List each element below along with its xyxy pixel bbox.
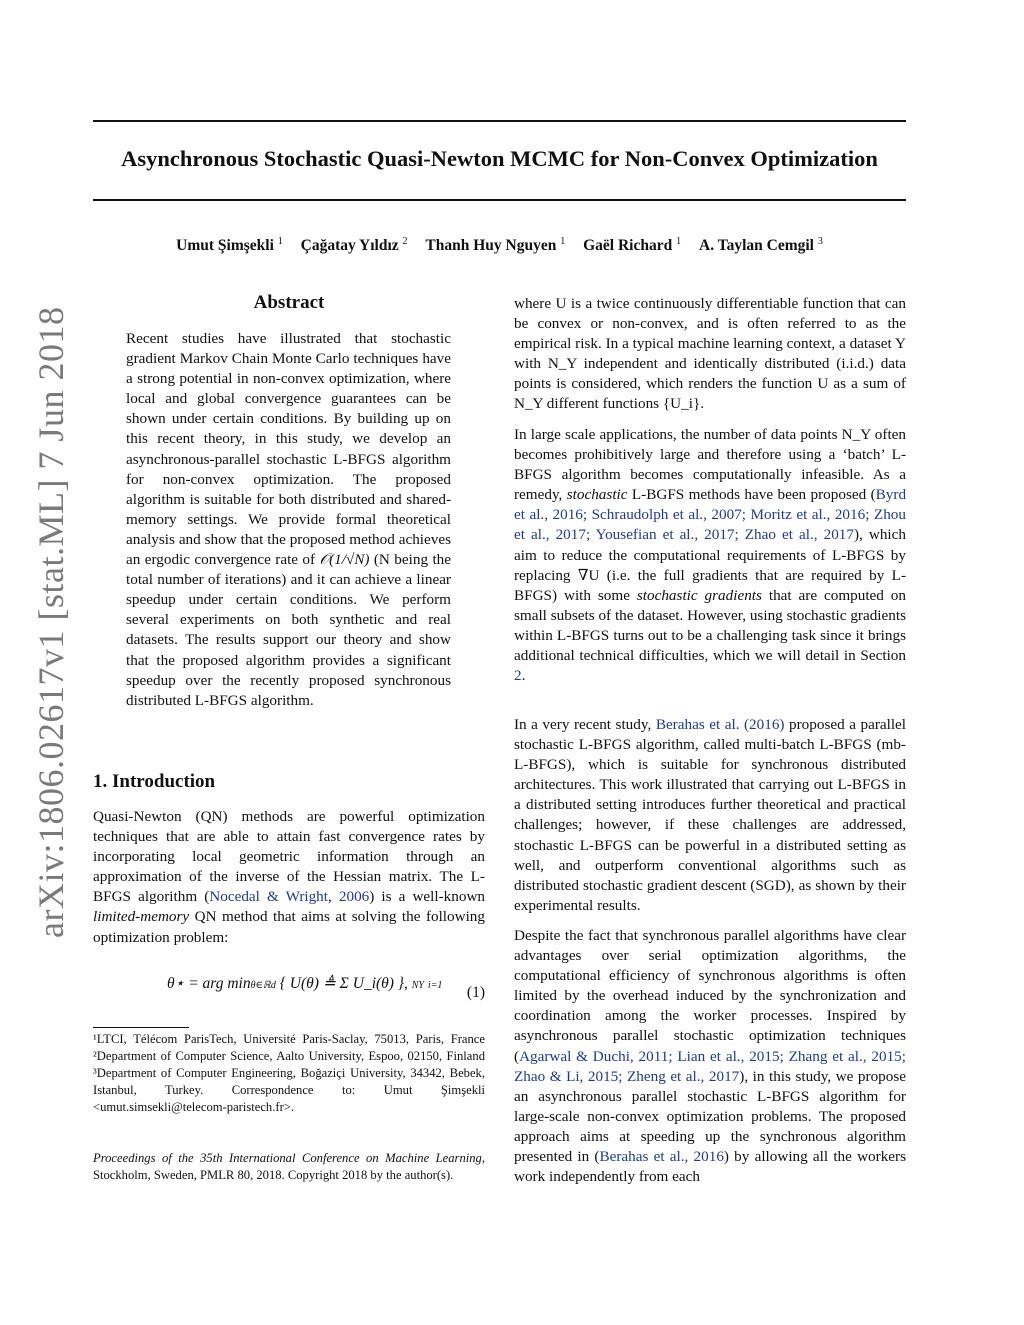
author-name: A. Taylan Cemgil	[699, 237, 814, 255]
citation-year-link[interactable]: 2006	[338, 888, 370, 906]
equation-lhs: θ⋆ = arg min	[167, 975, 251, 992]
author-name: Çağatay Yıldız	[300, 237, 399, 255]
intro-text: ) is a well-known	[369, 888, 486, 906]
right-paragraph-3	[514, 715, 906, 916]
emphasis: stochastic	[566, 486, 628, 504]
paper-title: Asynchronous Stochastic Quasi-Newton MCMC for Non-Convex Optimization	[121, 146, 878, 171]
citation-link[interactable]: Agarwal & Duchi, 2011; Lian et al., 2015; Zhang et al., 2015; Zhao & Li, 2015; Zheng et al., 2017	[514, 1047, 906, 1085]
intro-text: QN method that aims at solving the following optimization problem:	[93, 908, 485, 946]
paragraph-text: ) by allowing all the workers work independently from each	[514, 1148, 907, 1186]
equation-number: (1)	[466, 984, 485, 1001]
paragraph-text: In a very recent study,	[514, 716, 652, 733]
emphasis: limited-memory	[93, 908, 190, 926]
abstract-text-b: (N being the total number of iterations) and it can achieve a linear speedup under certain conditions. We perform several experiments on both synthetic and real datasets. The results support our theory and show that the proposed algorithm provides a significant speedup over the recently proposed synchronous distributed L-BFGS algorithm.	[126, 551, 452, 709]
author	[583, 237, 681, 254]
footnote-rule	[93, 1027, 189, 1028]
equation-body	[167, 974, 442, 993]
author-name: Umut Şimşekli	[176, 237, 274, 255]
author-affiliation: 3	[817, 236, 823, 247]
author	[699, 237, 823, 254]
paragraph-text: Despite the fact that synchronous parallel algorithms have clear advantages over serial optimization algorithms, the computational efficiency of synchronous algorithms is often limited by the overhead induced by the synchronization and coordination among the worker processes. Inspired by asynchronous parallel stochastic optimization techniques (	[514, 927, 906, 1065]
equation-rhs: { U(θ) ≜ Σ U_i(θ) },	[279, 975, 408, 992]
citation-link[interactable]: Berahas et al. (2016)	[655, 716, 785, 733]
sum-lower-limit: i=1	[427, 980, 443, 991]
paragraph-text: L-BGFS methods have been proposed (	[631, 486, 876, 504]
right-paragraph-2: In large scale applications, the number of data points N_Y often becomes prohibitively large and therefore using a ‘batch’ L-BFGS algorithm becomes computationally infeasible. As a remedy, stochastic L-BGFS methods have been proposed (Byrd et al., 2016; Schraudolph et al., 2007; Moritz et al., 2016; Zhou et al., 2017; Yousefian et al., 2017; Zhao et al., 2017), which aim to reduce the computational requirements of L-BFGS by replacing ∇U (i.e. the full gradients that are required by L-BFGS) with some stochastic gradients that are computed on small subsets of the dataset. However, using stochastic gradients within L-BFGS turns out to be a challenging task since it brings additional technical difficulties, which we will detail in Section 2.	[514, 426, 907, 685]
author	[301, 237, 408, 254]
sum-upper-limit: NY	[411, 980, 424, 991]
equation-1	[93, 962, 485, 1018]
proceedings-copyright: , Stockholm, Sweden, PMLR 80, 2018. Copyright 2018 by the author(s).	[93, 1151, 485, 1182]
arxiv-sidebar-stamp[interactable]: arXiv:1806.02617v1 [stat.ML] 7 Jun 2018	[31, 306, 71, 938]
paragraph-text: that are computed on small subsets of the dataset. However, using stochastic gradients within L-BFGS turns out to be a challenging task since it brings additional technical difficulties, which we will detail in Section	[514, 586, 906, 665]
author	[425, 237, 565, 254]
paragraph-text: proposed a parallel stochastic L-BFGS algorithm, called multi-batch L-BFGS (mb-L-BFGS), which is suitable for synchronous distributed architectures. This work illustrated that carrying out L-BFGS in a distributed setting introduces further theoretical and practical challenges; however, if these challenges are addressed, stochastic L-BFGS can be powerful in a distributed setting as well, and outperform conventional algorithms such as distributed stochastic gradient descent (SGD), as shown by their experimental results.	[514, 716, 907, 914]
citation-link[interactable]: Byrd et al., 2016; Schraudolph et al., 2007; Moritz et al., 2016; Zhou et al., 2017; Yousefian et al., 2017; Zhao et al., 2017	[514, 486, 907, 544]
author-name: Thanh Huy Nguyen	[425, 237, 557, 255]
equation-subscript: θ∈ℝd	[250, 980, 276, 991]
right-paragraph-4	[514, 926, 906, 1187]
author-affiliation: 1	[560, 236, 566, 247]
affiliation-footnote: ¹LTCI, Télécom ParisTech, Université Paris-Saclay, 75013, Paris, France ²Department of Computer Science, Aalto University, Espoo, 02150, Finland ³Department of Computer Engineering, Boğaziçi University, 34342, Bebek, Istanbul, Turkey. Correspondence to: Umut Şimşekli <umut.simsekli@telecom-paristech.fr>.	[93, 1032, 485, 1114]
author-affiliation: 2	[402, 236, 408, 247]
abstract-body	[126, 329, 451, 711]
author-list	[93, 236, 906, 255]
citation-separator: ,	[328, 888, 339, 906]
section-reference-link[interactable]: 2	[514, 667, 522, 685]
citation-link[interactable]: Berahas et al., 2016	[599, 1148, 724, 1166]
title-bottom-rule	[93, 199, 906, 201]
right-paragraph-1: where U is a twice continuously differentiable function that can be convex or non-convex, and is often referred to as the empirical risk. In a typical machine learning context, a dataset Y with N_Y independent and identically distributed (i.i.d.) data points is considered, which renders the function U as a sum of N_Y different functions {U_i}.	[514, 295, 906, 413]
author	[176, 237, 283, 254]
paragraph-text: ), in this study, we propose an asynchronous parallel stochastic L-BFGS algorithm for large-scale non-convex optimization problems. The proposed approach aims at speeding up the synchronous algorithm presented in (	[514, 1067, 907, 1166]
abstract-heading: Abstract	[253, 292, 325, 313]
author-affiliation: 1	[676, 236, 682, 247]
intro-heading: 1. Introduction	[93, 771, 216, 792]
citation-link[interactable]: Nocedal & Wright	[209, 888, 328, 906]
author-affiliation: 1	[277, 236, 283, 247]
proceedings-venue: Proceedings of the 35th International Conference on Machine Learning	[93, 1151, 482, 1165]
paragraph-text: In large scale applications, the number of data points N_Y often becomes prohibitively large and therefore using a ‘batch’ L-BFGS algorithm becomes computationally infeasible. As a remedy,	[514, 426, 906, 504]
convergence-rate-expr: 𝒪(1/√N)	[319, 551, 370, 569]
intro-text: Quasi-Newton (QN) methods are powerful optimization techniques that are able to attain fast convergence rates by incorporating local geometric information through an approximation of the inverse of the Hessian matrix. The L-BFGS algorithm (	[93, 808, 485, 906]
intro-paragraph	[93, 807, 485, 948]
abstract-text-a: Recent studies have illustrated that stochastic gradient Markov Chain Monte Carlo techniques have a strong potential in non-convex optimization, where local and global convergence guarantees can be shown under certain conditions. By building up on this recent theory, in this study, we develop an asynchronous-parallel stochastic L-BFGS algorithm for non-convex optimization. The proposed algorithm is suitable for both distributed and shared-memory settings. We provide formal theoretical analysis and show that the proposed method achieves an ergodic convergence rate of	[126, 330, 451, 569]
title-top-rule	[93, 120, 906, 122]
proceedings-note	[93, 1150, 485, 1184]
author-name: Gaël Richard	[583, 237, 673, 255]
paragraph-text: ), which aim to reduce the computational requirements of L-BFGS by replacing ∇U (i.e. the full gradients that are required by L-BFGS) with some	[514, 526, 906, 604]
emphasis: stochastic gradients	[636, 586, 762, 604]
